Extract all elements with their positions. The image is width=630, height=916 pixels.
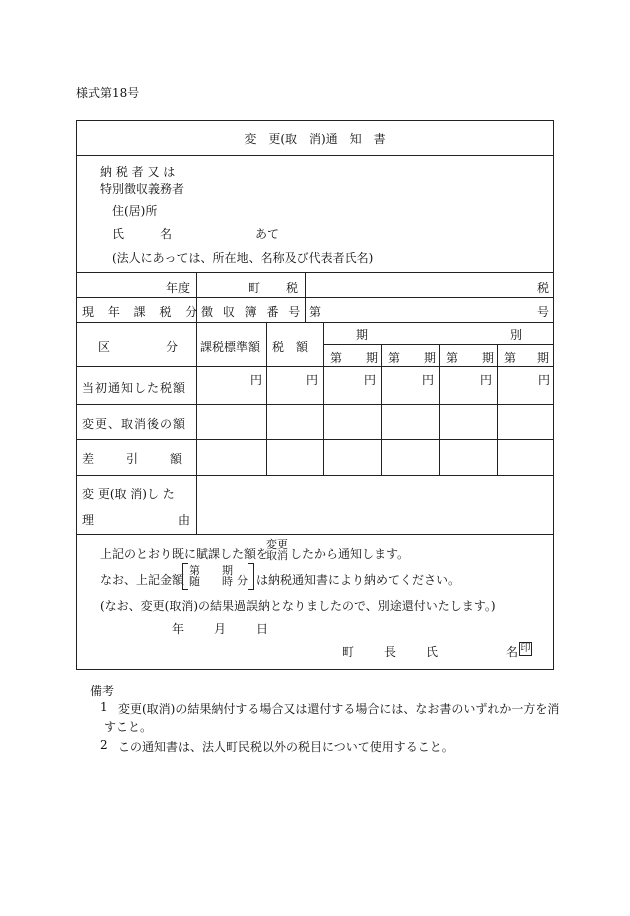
difference-label: 差 引 額 [82, 452, 193, 466]
yen-period-4: 円 [538, 373, 551, 387]
mayor-name-suffix: 名 [506, 645, 519, 659]
yen-period-1: 円 [364, 373, 377, 387]
period-4-dai: 第 [504, 351, 517, 365]
period-3-dai: 第 [446, 351, 459, 365]
year-label: 年度 [166, 281, 191, 295]
left-bracket [182, 563, 188, 590]
notice-date: 年 月 日 [172, 622, 271, 636]
line-below-year-row [76, 297, 554, 298]
ledger-number-label: 徴 収 簿 番 号 [201, 305, 304, 319]
addressee-line2: 特別徴収義務者 [100, 182, 185, 196]
col-line-2 [266, 322, 267, 475]
seal-mark: 印 [520, 643, 531, 654]
remark-1-number: 1 [100, 700, 108, 714]
form-title: 変 更(取 消)通 知 書 [244, 132, 386, 146]
kubun-2: 分 [166, 340, 179, 354]
line-below-class-row [76, 322, 554, 323]
ledger-go: 号 [537, 305, 550, 319]
remark-2-number: 2 [100, 738, 108, 752]
line-below-diff [76, 475, 554, 476]
line-below-initial [76, 404, 554, 405]
yen-period-3: 円 [480, 373, 493, 387]
tax-amount-header: 税 額 [272, 340, 309, 354]
name-label: 氏 名 [112, 227, 177, 241]
notice-line1-b: したから通知します。 [290, 547, 410, 561]
col-line-3 [323, 322, 324, 475]
period-2-ki: 期 [424, 351, 437, 365]
standard-amount-header: 課税標準額 [200, 340, 261, 354]
form-number: 様式第18号 [76, 86, 140, 100]
period-4-ki: 期 [537, 351, 550, 365]
yen-standard: 円 [250, 373, 263, 387]
line-below-title [76, 155, 554, 156]
tax-label-2: 税 [537, 281, 550, 295]
col-line-4 [381, 344, 382, 475]
corporate-note: (法人にあっては、所在地、名称及び代表者氏名) [112, 251, 374, 265]
current-year-label: 現 年 課 税 分 [82, 305, 203, 319]
stack-anytime: 随 時 [189, 575, 233, 588]
ate-label: あて [255, 227, 280, 241]
yen-tax: 円 [306, 373, 319, 387]
period-1-dai: 第 [330, 351, 343, 365]
ledger-dai: 第 [309, 305, 322, 319]
stack-change: 変更 [266, 538, 288, 551]
remark-1-line2: すこと。 [104, 720, 153, 734]
reason-label-2a: 理 [82, 513, 95, 527]
remark-1-line1: 変更(取消)の結果納付する場合又は還付する場合には、なお書のいずれか一方を消 [118, 702, 560, 716]
kubun-1: 区 [98, 340, 111, 354]
remark-2-text: この通知書は、法人町民税以外の税目について使用すること。 [118, 740, 454, 754]
stack-cancel: 取消 [266, 549, 288, 562]
addressee-line1: 納 税 者 又 は [100, 165, 176, 179]
notice-line2-a: なお、上記金額 [100, 573, 185, 587]
after-change-label: 変更、取消後の額 [82, 417, 187, 431]
stack-period: 第 期 [189, 564, 233, 577]
notice-stack-2 [189, 565, 233, 587]
mayor-label: 町 長 氏 [342, 645, 441, 659]
period-3-ki: 期 [482, 351, 495, 365]
reason-label-2b: 由 [178, 513, 191, 527]
col-line-ledger [305, 272, 306, 322]
col-line-6 [497, 344, 498, 475]
right-bracket [248, 563, 254, 590]
line-below-reason [76, 534, 554, 535]
period-2-dai: 第 [388, 351, 401, 365]
town-label: 町 [248, 281, 261, 295]
reason-label-1: 変 更(取 消)し た [82, 487, 175, 501]
line-below-header [76, 366, 554, 367]
line-below-after [76, 439, 554, 440]
notice-line1-a: 上記のとおり既に賦課した額を [100, 547, 269, 561]
remarks-title: 備考 [90, 684, 115, 698]
line-below-addressee [76, 272, 554, 273]
address-label: 住(居)所 [112, 204, 158, 218]
period-header-1: 期 [356, 328, 369, 342]
col-line-5 [439, 344, 440, 475]
tax-label-1: 税 [286, 281, 299, 295]
period-header-2: 別 [510, 328, 523, 342]
yen-period-2: 円 [422, 373, 435, 387]
notice-stack-1 [266, 539, 288, 561]
notice-line2-b: は納税通知書により納めてください。 [256, 573, 461, 587]
initial-amount-label: 当初通知した税額 [82, 381, 187, 395]
notice-line3: (なお、変更(取消)の結果過誤納となりましたので、別途還付いたします。) [100, 599, 496, 613]
period-1-ki: 期 [366, 351, 379, 365]
notice-line2-fen: 分 [237, 574, 248, 587]
